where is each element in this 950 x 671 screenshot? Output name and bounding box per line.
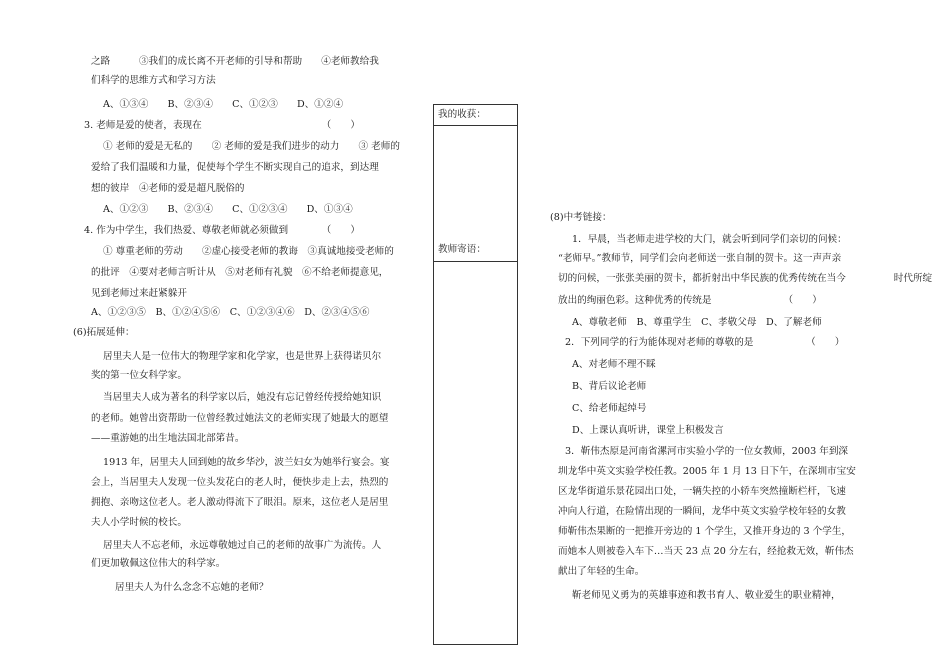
text-line: 1．早晨，当老师走进学校的大门，就会听到同学们亲切的问候： [572, 234, 847, 245]
text-line: 居里夫人是一位伟大的物理学家和化学家，也是世界上获得诺贝尔 [103, 351, 382, 362]
text-line: 4. 作为中学生，我们热爱、尊敬老师就必须做到 （ ） [84, 225, 361, 236]
text-line: ① 老师的爱是无私的 ② 老师的爱是我们进步的动力 ③ 老师的 [103, 141, 400, 152]
text-line: 们更加敬佩这位伟大的科学家。 [91, 558, 226, 569]
text-line: 夫人小学时候的校长。 [91, 517, 187, 528]
text-line: A、①②③⑤ B、①②④⑤⑥ C、①②③④⑥ D、②③④⑤⑥ [91, 307, 370, 318]
text-line: A、①③④ B、②③④ C、①②③ D、①②④ [103, 99, 344, 110]
text-line: 而她本人则被卷入车下…当天 23 点 20 分左右，经抢救无效，靳伟杰 [558, 546, 854, 557]
text-line: 奖的第一位女科学家。 [91, 370, 187, 381]
text-line: B、背后议论老师 [572, 381, 647, 392]
teacher-label: 教师寄语： [438, 244, 486, 255]
question-line: 居里夫人为什么念念不忘她的老师？ [115, 582, 269, 593]
text-line: 拥抱、亲吻这位老人。老人激动得流下了眼泪。原来，这位老人是居里 [91, 497, 389, 508]
text-line: “老师早。”教师节，同学们会向老师送一张自制的贺卡。这一声声亲 [558, 253, 842, 264]
text-line: 见到老师过来赶紧躲开 [91, 288, 187, 299]
text-line: 3. 老师是爱的使者，表现在 （ ） [84, 120, 361, 131]
text-line: 切的问候，一张张美丽的贺卡，都折射出中华民族的优秀传统在当今 时代所绽 [558, 273, 933, 284]
right-column [540, 0, 950, 671]
text-line: 放出的绚丽色彩。这种优秀的传统是 （ ） [558, 295, 822, 306]
text-line: 想的彼岸 ④老师的爱是超凡脱俗的 [91, 183, 245, 194]
divider [434, 261, 517, 262]
text-line: 靳老师见义勇为的英雄事迹和教书育人、敬业爱生的职业精神， [572, 590, 841, 601]
text-line: 圳龙华中英文实验学校任教。2005 年 1 月 13 日下午，在深圳市宝安 [558, 466, 856, 477]
text-line: 们科学的思维方式和学习方法 [91, 75, 216, 86]
gains-label: 我的收获： [438, 109, 486, 120]
text-line: 1913 年，居里夫人回到她的故乡华沙，波兰妇女为她举行宴会。宴 [103, 457, 390, 468]
text-line: A、尊敬老师 B、尊重学生 C、孝敬父母 D、了解老师 [572, 317, 822, 328]
text-line: 2．下列同学的行为能体现对老师的尊敬的是 （ ） [565, 337, 845, 348]
text-line: 的老师。她曾出资帮助一位曾经教过她法文的老师实现了她最大的愿望 [91, 413, 389, 424]
text-line: 师靳伟杰果断的一把推开旁边的 1 个学生，又推开身边的 3 个学生， [558, 526, 852, 537]
section-heading: (8)中考链接： [550, 212, 612, 223]
text-line: C、给老师起绰号 [572, 403, 647, 414]
text-line: A、①②③ B、②③④ C、①②③④ D、①③④ [103, 204, 353, 215]
text-line: 区龙华街道乐景花园出口处，一辆失控的小轿车突然撞断栏杆，飞速 [558, 486, 846, 497]
text-line: 当居里夫人成为著名的科学家以后，她没有忘记曾经传授给她知识 [103, 392, 382, 403]
text-line: 3．靳伟杰原是河南省漯河市实验小学的一位女教师，2003 年到深 [565, 446, 849, 457]
text-line: D、上课认真听讲，课堂上积极发言 [572, 425, 724, 436]
divider [434, 125, 517, 126]
text-line: ① 尊重老师的劳动 ②虚心接受老师的教诲 ③真诚地接受老师的 [103, 246, 394, 257]
text-line: 爱给了我们温暖和力量，促使每个学生不断实现自己的追求，到达理 [91, 162, 379, 173]
section-heading: (6)拓展延伸： [73, 327, 135, 338]
text-line: 居里夫人不忘老师，永远尊敬她过自己的老师的故事广为流传。人 [103, 540, 382, 551]
text-line: ——重游她的出生地法国北部笫昔。 [91, 433, 245, 444]
text-line: 冲向人行道，在险情出现的一瞬间，龙华中英文实验学校年轻的女教 [558, 506, 846, 517]
text-line: 之路 ③我们的成长离不开老师的引导和帮助 ④老师教给我 [91, 56, 379, 67]
text-line: 会上，当居里夫人发现一位头发花白的老人时，便快步走上去，热烈的 [91, 477, 389, 488]
left-column [0, 0, 420, 671]
text-line: A、对老师不理不睬 [572, 359, 656, 370]
text-line: 献出了年轻的生命。 [558, 566, 645, 577]
notes-box [433, 104, 518, 645]
text-line: 的批评 ④要对老师言听计从 ⑤对老师有礼貌 ⑥不给老师提意见， [91, 267, 389, 278]
